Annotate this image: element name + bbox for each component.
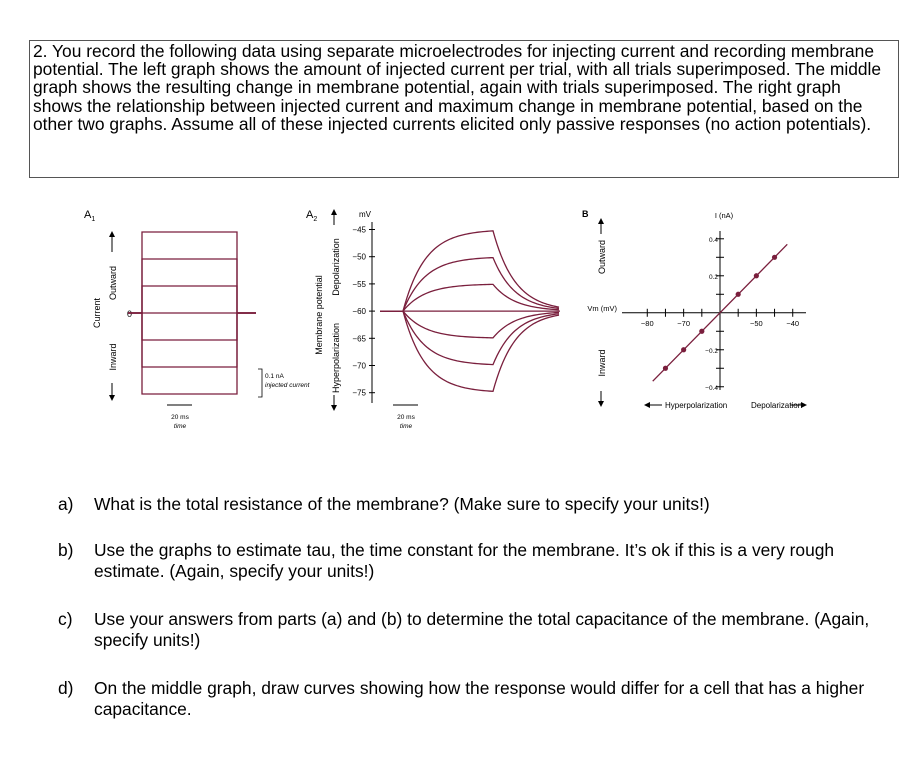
panel-b-label: B (582, 209, 589, 219)
mv-unit-label: mV (359, 210, 371, 219)
panel-a2-label: $A_2$ (306, 209, 318, 223)
question-d (58, 678, 908, 720)
current-tick-label: 0.4 (708, 236, 718, 244)
iv-data-point (772, 255, 777, 260)
outward-label: Outward (108, 265, 118, 301)
current-scale-note: injected current (265, 382, 310, 389)
mv-tick-label: −65 (352, 334, 366, 344)
a1-time-scale-value: 20 ms (171, 414, 189, 421)
question-d-label: d) (58, 678, 74, 698)
question-d-text: On the middle graph, draw curves showing how the response would differ for a cell that has a higher capacitance. (94, 678, 865, 719)
question-b (58, 540, 908, 582)
voltage-trace (380, 311, 559, 391)
hyper-direction-label: Hyperpolarization (665, 401, 728, 410)
vm-tick-label: −80 (640, 318, 654, 328)
a2-time-scale-note: time (399, 423, 413, 430)
current-tick-label: 0.2 (708, 273, 718, 281)
b-inward-label: Inward (597, 349, 607, 377)
question-b-text: Use the graphs to estimate tau, the time constant for the membrane. It’s ok if this is a very rough estimate. (Again, specify your units!) (94, 540, 835, 581)
current-step-trace (128, 313, 256, 394)
question-b-label: b) (58, 540, 74, 560)
current-axis-title: I (nA) (714, 211, 734, 220)
voltage-trace (380, 258, 559, 311)
inward-label: Inward (108, 343, 118, 371)
panel-b (582, 209, 806, 410)
iv-data-point (663, 366, 668, 371)
voltage-trace (380, 231, 559, 311)
hyperpolarization-label: Hyperpolarization (331, 322, 341, 394)
question-c-label: c) (58, 609, 73, 629)
vm-tick-label: −50 (749, 318, 763, 328)
current-zero-label: 0 (127, 309, 133, 319)
question-a-label: a) (58, 494, 74, 514)
a2-time-scale-value: 20 ms (397, 414, 415, 421)
panel-a1 (84, 209, 311, 430)
panel-a2 (306, 209, 560, 430)
mv-tick-label: −50 (352, 252, 366, 262)
current-step-traces (128, 232, 256, 394)
vm-tick-label: −70 (677, 318, 691, 328)
iv-data-point (736, 292, 741, 297)
depol-direction-label: Depolarization (751, 401, 803, 410)
vm-axis-title: Vm (mV) (587, 304, 617, 313)
mv-tick-label: −55 (352, 279, 366, 289)
question-a (58, 494, 908, 515)
current-scale-value: 0.1 nA (265, 373, 284, 380)
depolarization-label: Depolarization (331, 238, 341, 296)
mv-tick-label: −45 (352, 225, 366, 235)
mv-tick-label: −70 (352, 361, 366, 371)
voltage-response-traces (380, 231, 560, 391)
question-c-text: Use your answers from parts (a) and (b) to determine the total capacitance of the membrane. (Again, specify units!) (94, 609, 870, 650)
iv-data-point (754, 273, 759, 278)
current-tick-label: −0.2 (705, 347, 718, 355)
membrane-potential-axis-label: Membrane potential (314, 275, 324, 355)
current-tick-label: −0.4 (705, 384, 718, 392)
current-axis-label: Current (92, 297, 102, 329)
mv-tick-label: −60 (352, 307, 366, 317)
voltage-trace (380, 311, 559, 364)
b-axes (622, 231, 806, 392)
a1-time-scale-note: time (173, 423, 187, 430)
current-step-trace (128, 286, 256, 313)
panel-a1-label: $A_1$ (84, 209, 96, 223)
question-c (58, 609, 908, 651)
question-intro-text: 2. You record the following data using separate microelectrodes for injecting current and recording membrane potential. The left graph shows the amount of injected current per trial, with all trials superimposed. The middle graph shows the resulting change in membrane potential, again with trials superimposed. The right graph shows the relationship between injected current and maximum change in membrane potential, based on the other two graphs. Assume all of these injected currents elicited only passive responses (no action potentials). (33, 41, 882, 134)
b-outward-label: Outward (597, 239, 607, 275)
iv-data-point (681, 347, 686, 352)
current-scale-bar (258, 369, 262, 397)
iv-data-point (699, 329, 704, 334)
vm-tick-label: −40 (786, 318, 800, 328)
question-a-text: What is the total resistance of the membrane? (Make sure to specify your units!) (94, 494, 710, 514)
mv-tick-label: −75 (352, 388, 366, 398)
